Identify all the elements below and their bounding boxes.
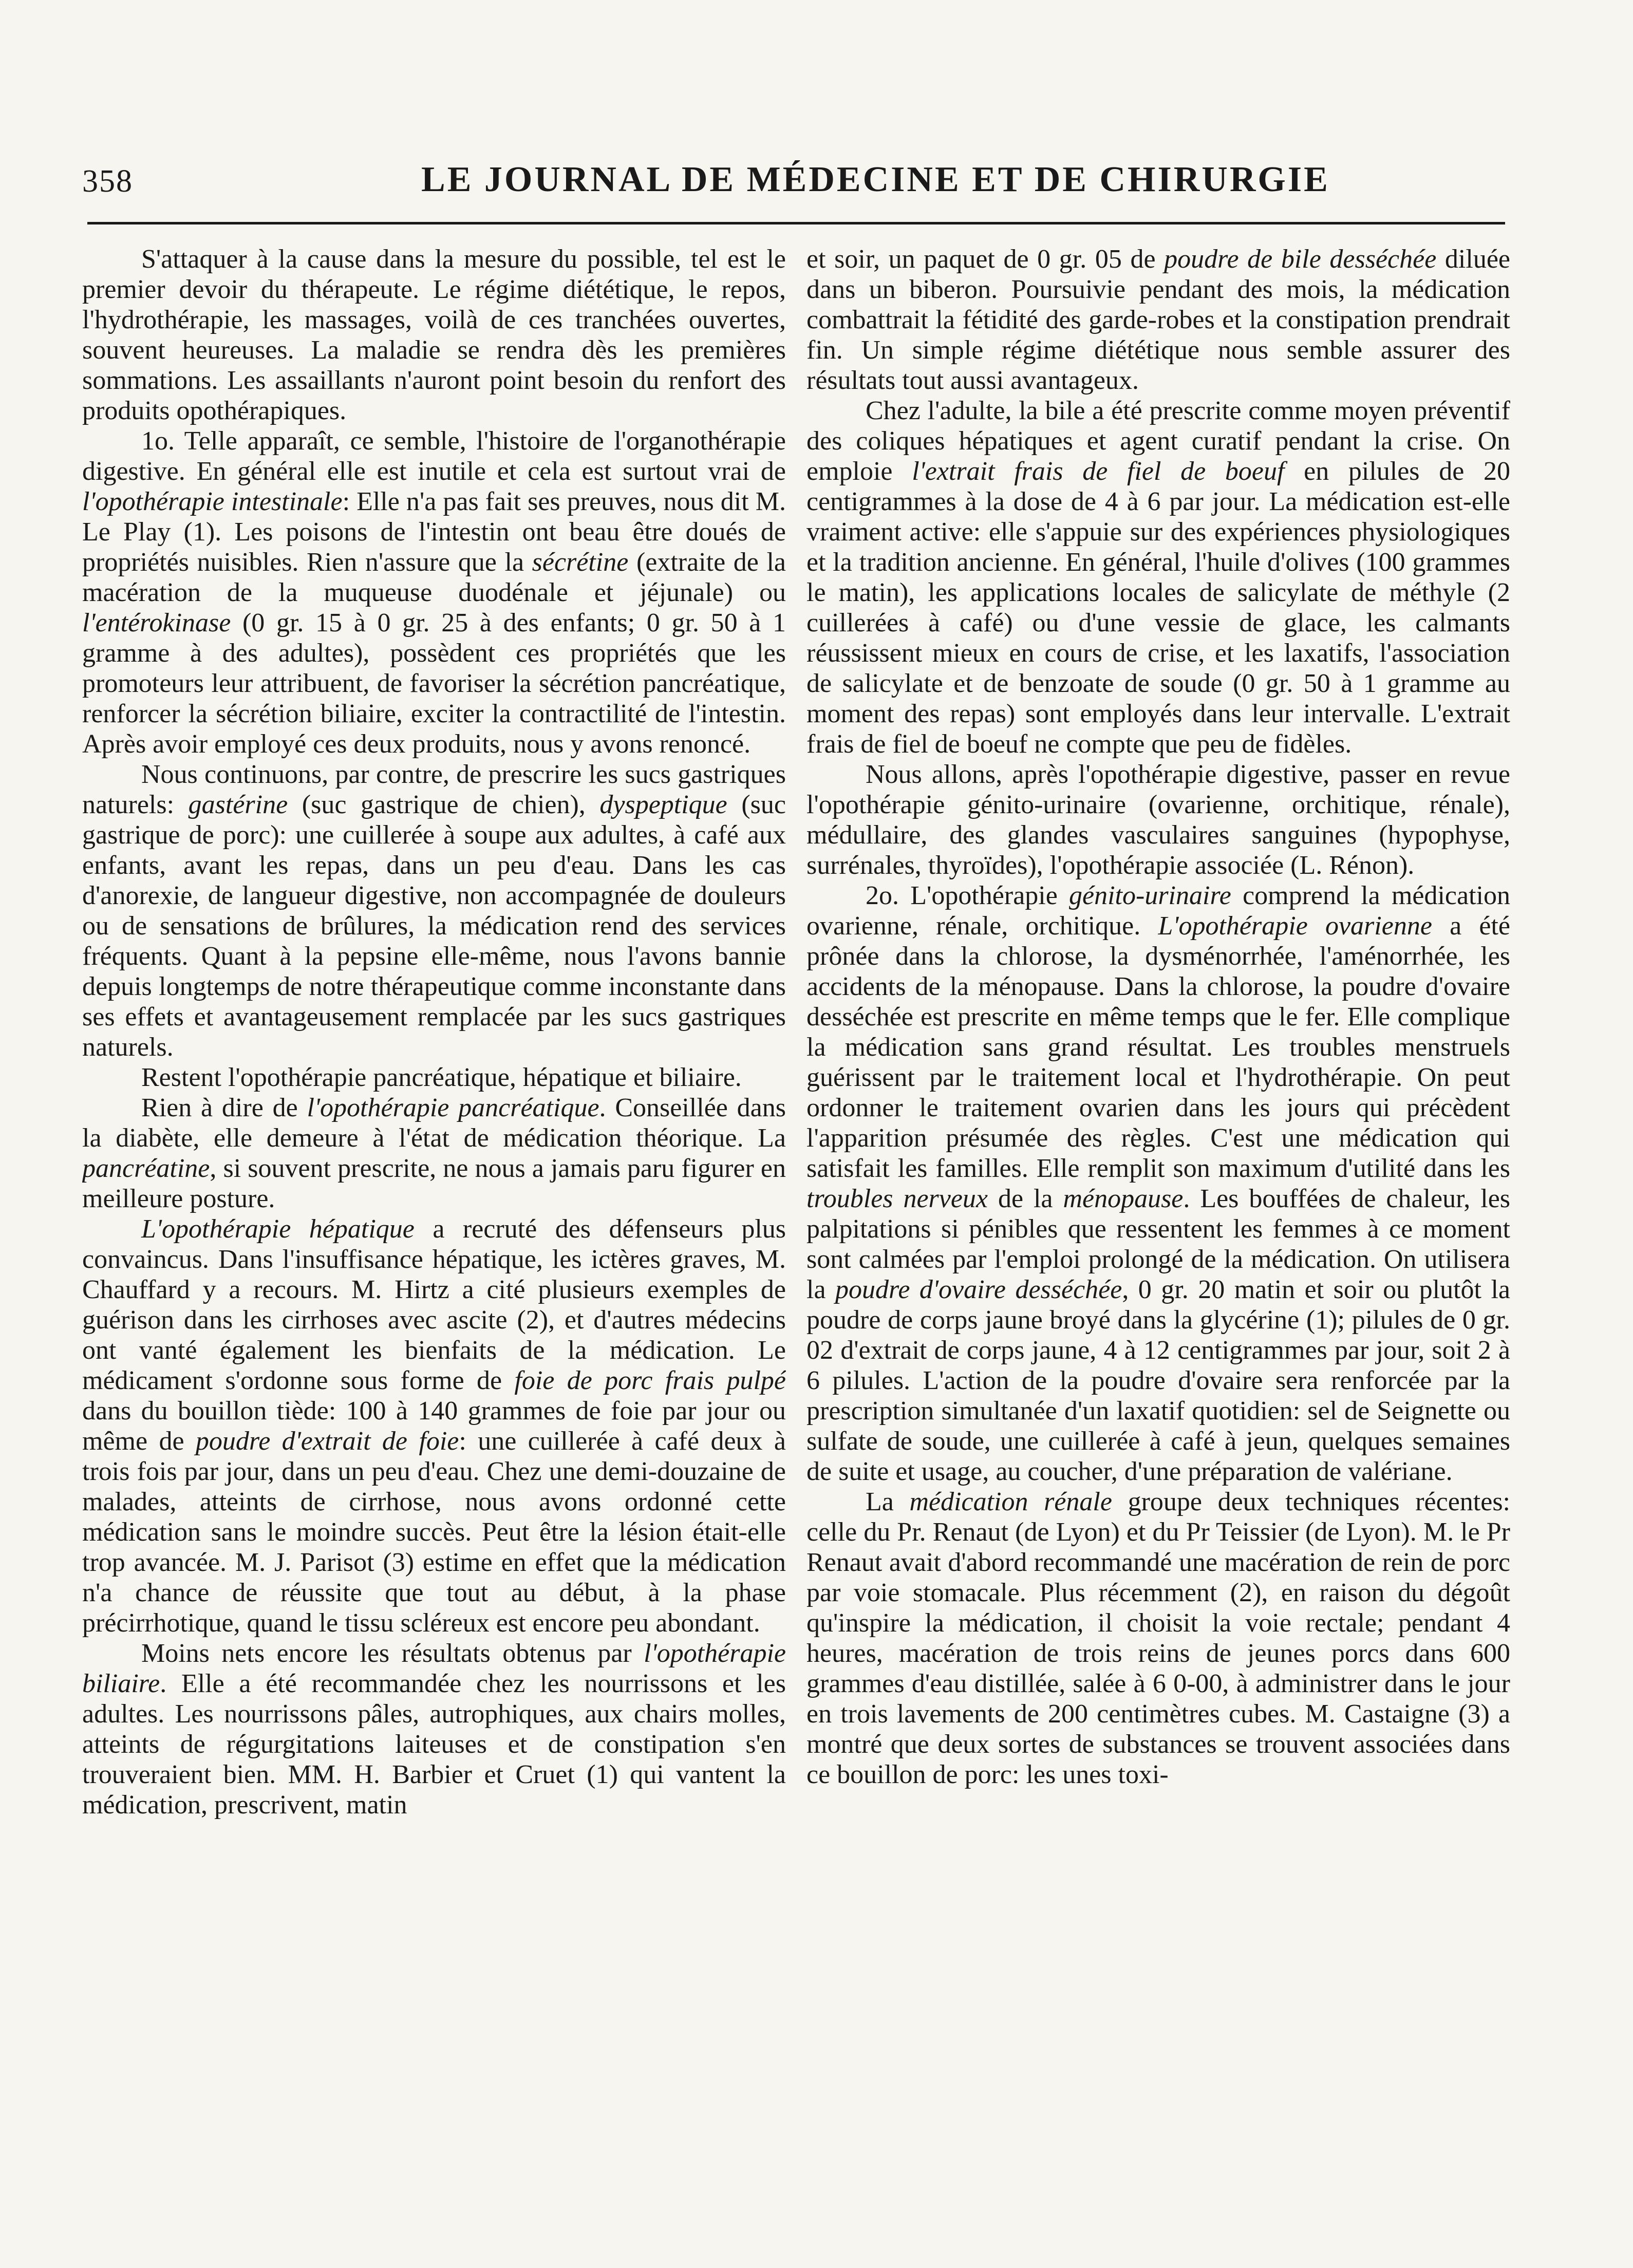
paragraph: et soir, un paquet de 0 gr. 05 de poudre de bile desséchée diluée dans un biberon. Poursuivie pendant des mois, la médication combattrait la fétidité des garde-robes et la constipation prendrait fin. Un simple régime diététique nous semble assurer des résultats tout aussi avantageux. xyxy=(806,245,1510,395)
paragraph: 2o. L'opothérapie génito-urinaire comprend la médication ovarienne, rénale, orchitique. L'opothérapie ovarienne a été prônée dans la chlorose, la dysménorrhée, l'aménorrhée, les accidents de la ménopause. Dans la chlorose, la poudre d'ovaire desséchée est prescrite en même temps que le fer. Elle complique la médication sans grand résultat. Les troubles menstruels guérissent par le traitement local et l'hydrothérapie. On peut ordonner le traitement ovarien dans les jours qui précèdent l'apparition présumée des règles. C'est une médication qui satisfait les familles. Elle remplit son maximum d'utilité dans les troubles nerveux de la ménopause. Les bouffées de chaleur, les palpitations si pénibles que ressentent les femmes à ce moment sont calmées par l'emploi prolongé de la médication. On utilisera la poudre d'ovaire desséchée, 0 gr. 20 matin et soir ou plutôt la poudre de corps jaune broyé dans la glycérine (1); pilules de 0 gr. 02 d'extrait de corps jaune, 4 à 12 centigrammes par jour, soit 2 à 6 pilules. L'action de la poudre d'ovaire sera renforcée par la prescription simultanée d'un laxatif quotidien: sel de Seignette ou sulfate de soude, une cuillerée à café à jeun, quelques semaines de suite et usage, au coucher, d'une préparation de valériane. xyxy=(806,881,1510,1486)
page-header xyxy=(82,154,1500,211)
right-column xyxy=(806,244,1510,2206)
left-column xyxy=(82,244,786,2206)
paragraph: Chez l'adulte, la bile a été prescrite comme moyen préventif des coliques hépatiques et agent curatif pendant la crise. On emploie l'extrait frais de fiel de boeuf en pilules de 20 centigrammes à la dose de 4 à 6 par jour. La médication est-elle vraiment active: elle s'appuie sur des expériences physiologiques et la tradition ancienne. En général, l'huile d'olives (100 grammes le matin), les applications locales de salicylate de méthyle (2 cuillerées à café) ou d'une vessie de glace, les calmants réussissent mieux en cours de crise, et les laxatifs, l'association de salicylate et de benzoate de soude (0 gr. 50 à 1 gramme au moment des repas) sont employés dans leur intervalle. L'extrait frais de fiel de boeuf ne compte que peu de fidèles. xyxy=(806,396,1510,759)
paragraph: Nous continuons, par contre, de prescrire les sucs gastriques naturels: gastérine (suc gastrique de chien), dyspeptique (suc gastrique de porc): une cuillerée à soupe aux adultes, à café aux enfants, avant les repas, dans un peu d'eau. Dans les cas d'anorexie, de langueur digestive, non accompagnée de douleurs ou de sensations de brûlures, la médication rend des services fréquents. Quant à la pepsine elle-même, nous l'avons bannie depuis longtemps de notre thérapeutique comme inconstante dans ses effets et avantageusement remplacée par les sucs gastriques naturels. xyxy=(82,760,786,1062)
paragraph: Nous allons, après l'opothérapie digestive, passer en revue l'opothérapie génito-urinaire (ovarienne, orchitique, rénale), médullaire, des glandes vasculaires sanguines (hypophyse, surrénales, thyroïdes), l'opothérapie associée (L. Rénon). xyxy=(806,760,1510,880)
paragraph: L'opothérapie hépatique a recruté des défenseurs plus convaincus. Dans l'insuffisance hépatique, les ictères graves, M. Chauffard y a recours. M. Hirtz a cité plusieurs exemples de guérison dans les cirrhoses avec ascite (2), et d'autres médecins ont vanté également les bienfaits de la médication. Le médicament s'ordonne sous forme de foie de porc frais pulpé dans du bouillon tiède: 100 à 140 grammes de foie par jour ou même de poudre d'extrait de foie: une cuillerée à café deux à trois fois par jour, dans un peu d'eau. Chez une demi-douzaine de malades, atteints de cirrhose, nous avons ordonné cette médication sans le moindre succès. Peut être la lésion était-elle trop avancée. M. J. Parisot (3) estime en effet que la médication n'a chance de réussite que tout au début, à la phase précirrhotique, quand le tissu scléreux est encore peu abondant. xyxy=(82,1214,786,1638)
paragraph: S'attaquer à la cause dans la mesure du possible, tel est le premier devoir du thérapeute. Le régime diététique, le repos, l'hydrothérapie, les massages, voilà de ces tranchées ouvertes, souvent heureuses. La maladie se rendra dès les premières sommations. Les assaillants n'auront point besoin du renfort des produits opothérapiques. xyxy=(82,245,786,425)
header-rule xyxy=(87,222,1505,224)
paragraph: Rien à dire de l'opothérapie pancréatique. Conseillée dans la diabète, elle demeure à l'état de médication théorique. La pancréatine, si souvent prescrite, ne nous a jamais paru figurer en meilleure posture. xyxy=(82,1093,786,1213)
running-title: LE JOURNAL DE MÉDECINE ET DE CHIRURGIE xyxy=(421,160,1330,199)
paragraph: La médication rénale groupe deux techniques récentes: celle du Pr. Renaut (de Lyon) et du Pr Teissier (de Lyon). M. le Pr Renaut avait d'abord recommandé une macération de rein de porc par voie stomacale. Plus récemment (2), en raison du dégoût qu'inspire la médication, il choisit la voie rectale; pendant 4 heures, macération de trois reins de jeunes porcs dans 600 grammes d'eau distillée, salée à 6 0-00, à administrer dans le jour en trois lavements de 200 centimètres cubes. M. Castaigne (3) a montré que deux sortes de substances se trouvent associées dans ce bouillon de porc: les unes toxi- xyxy=(806,1487,1510,1789)
paragraph: 1o. Telle apparaît, ce semble, l'histoire de l'organothérapie digestive. En général elle est inutile et cela est surtout vrai de l'opothérapie intestinale: Elle n'a pas fait ses preuves, nous dit M. Le Play (1). Les poisons de l'intestin ont beau être doués de propriétés nuisibles. Rien n'assure que la sécrétine (extraite de la macération de la muqueuse duodénale et jéjunale) ou l'entérokinase (0 gr. 15 à 0 gr. 25 à des enfants; 0 gr. 50 à 1 gramme à des adultes), possèdent ces propriétés que les promoteurs leur attribuent, de favoriser la sécrétion pancréatique, renforcer la sécrétion biliaire, exciter la contractilité de l'intestin. Après avoir employé ces deux produits, nous y avons renoncé. xyxy=(82,426,786,759)
paragraph: Restent l'opothérapie pancréatique, hépatique et biliaire. xyxy=(141,1063,742,1092)
paragraph: Moins nets encore les résultats obtenus par l'opothérapie biliaire. Elle a été recommandée chez les nourrissons et les adultes. Les nourrissons pâles, autrophiques, aux chairs molles, atteints de régurgitations laiteuses et de constipation s'en trouveraient bien. MM. H. Barbier et Cruet (1) qui vantent la médication, prescrivent, matin xyxy=(82,1639,786,1820)
page-number: 358 xyxy=(82,164,133,199)
